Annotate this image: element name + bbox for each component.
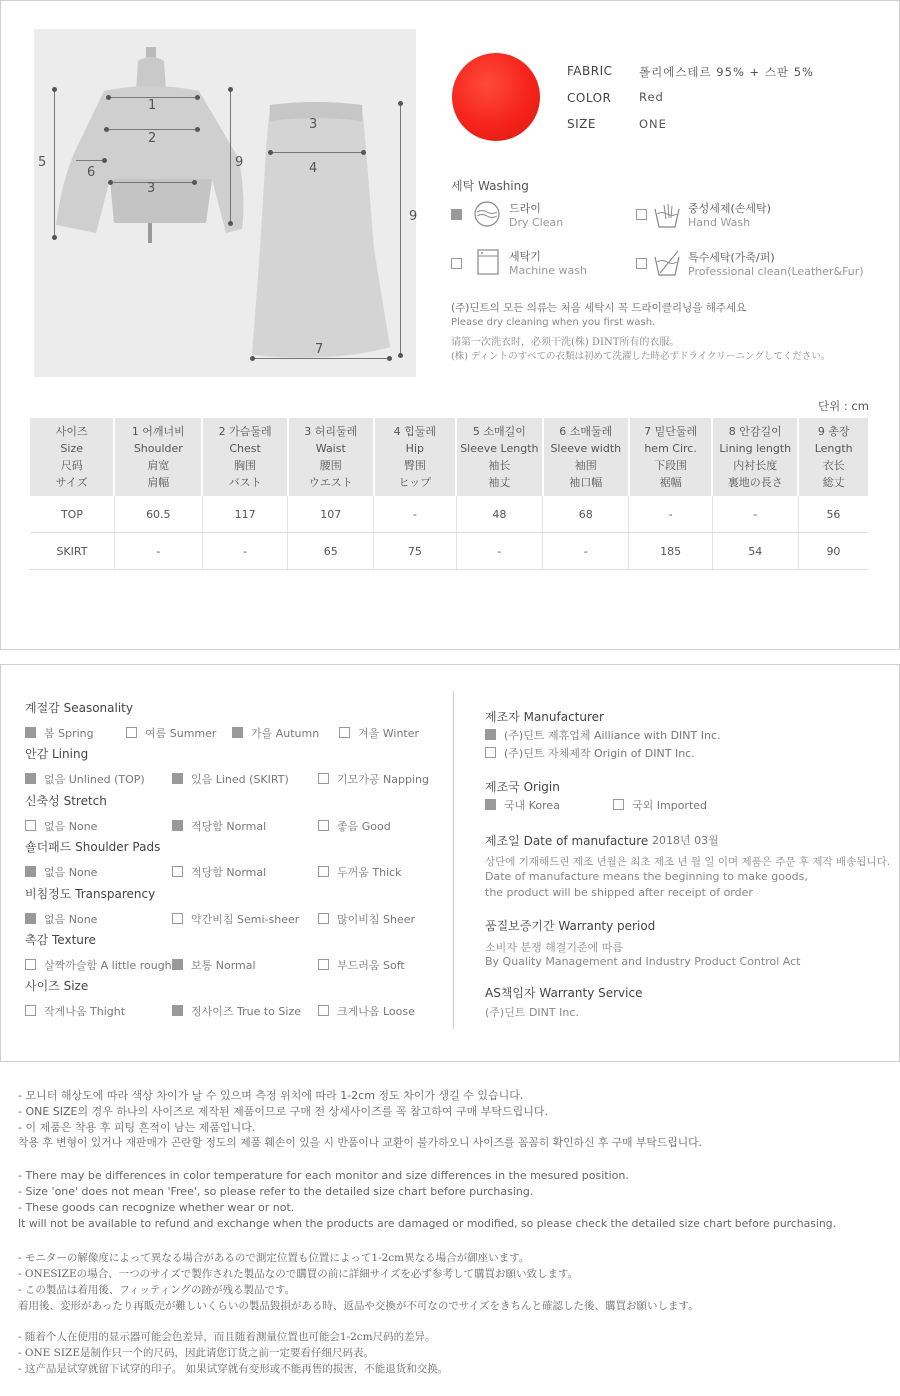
size-header-8: [712, 418, 798, 496]
size-header-line: 肩宽: [147, 459, 170, 472]
size-header-line: 袖丈: [488, 476, 511, 489]
size-cell: 56: [798, 496, 868, 533]
size-cell: -: [712, 496, 798, 533]
footer-note: - ONE SIZE是制作只一个的尺码，因此请您订货之前一定要看仔细尺码表。: [18, 1347, 374, 1359]
attribute-title: 사이즈 Size: [25, 979, 89, 994]
size-header-line: 6 소매둘레: [559, 425, 613, 438]
footer-note: 着用後、変形があったり再販売が難しいくらいの製品毀損がある時、返品や交換が不可なのでサイズをきちんと確認した後、購買お願いします。: [18, 1300, 699, 1312]
attribute-checkbox: [25, 1005, 36, 1016]
size-header-line: 3 허리둘레: [304, 425, 358, 438]
attribute-checkbox: [172, 913, 183, 924]
hem-line: [252, 358, 390, 359]
manufacturer-alliance-checkbox: [485, 729, 496, 740]
size-cell: -: [543, 533, 629, 570]
size-header-line: Shoulder: [133, 442, 183, 455]
label-skirt-hip: 4: [309, 161, 318, 176]
manufacturer-option-alliance: [485, 727, 721, 743]
size-header-line: 裏地の長さ: [727, 476, 783, 489]
footer-note: - 随着个人在使用的显示器可能会色差异，而且随着测量位置也可能会1-2cm尺码的差异。: [18, 1331, 436, 1343]
as-service-title: AS책임자 Warranty Service: [485, 986, 643, 1000]
attribute-option-label: 없음 Unlined (TOP): [44, 773, 145, 787]
table-row: [30, 533, 868, 570]
size-cell: 90: [798, 533, 868, 570]
attribute-checkbox: [318, 913, 329, 924]
footer-note: 착용 후 변형이 있거나 재판매가 곤란할 정도의 제품 훼손이 있을 시 반품이나 교환이 불가하오니 사이즈를 꼼꼼히 확인하신 후 구매 부탁드립니다.: [18, 1136, 702, 1149]
size-header-line: 7 밑단둘레: [644, 425, 698, 438]
professional-clean-label: [688, 251, 864, 279]
attribute-option-label: 없음 None: [44, 912, 98, 926]
sleeve-length-line: [54, 89, 55, 237]
top-length-dot-bottom: [228, 221, 233, 226]
size-header-line: Waist: [315, 442, 346, 455]
origin-imported-label: 국외 Imported: [632, 799, 708, 812]
footer-note: - 이 제품은 착용 후 피팅 흔적이 남는 제품입니다.: [18, 1121, 256, 1134]
attribute-option-label: 많이비침 Sheer: [337, 912, 416, 926]
attribute-option: [25, 864, 97, 880]
footer-note: - ONESIZEの場合、一つのサイズで製作された製品なので購買の前に詳細サイズを必ず参考して購買お願い致します。: [18, 1268, 579, 1280]
attribute-checkbox: [318, 959, 329, 970]
spec-size-value: ONE: [639, 117, 667, 131]
attribute-option: [318, 818, 391, 834]
size-cell: 65: [288, 533, 374, 570]
chest-dot-left: [104, 127, 109, 132]
attribute-option-label: 봄 Spring: [44, 727, 94, 740]
size-cell: 54: [712, 533, 798, 570]
attribute-option: [25, 818, 97, 834]
machine-wash-icon: [474, 247, 502, 277]
manufacture-date-line-3: the product will be shipped after receipt of order: [485, 886, 753, 899]
shoulder-dot-left: [106, 95, 111, 100]
attribute-checkbox: [232, 727, 243, 738]
hand-wash-label: [688, 202, 771, 230]
size-cell: -: [374, 496, 457, 533]
size-header-line: サイズ: [55, 476, 88, 489]
attribute-checkbox: [172, 820, 183, 831]
size-header-line: Sleeve width: [550, 442, 622, 455]
size-header-line: 下段围: [654, 459, 688, 472]
size-header-line: 1 어깨너비: [131, 425, 185, 438]
machine-wash-checkbox: [451, 258, 462, 269]
size-header-line: 臀围: [403, 459, 426, 472]
origin-option-imported: [613, 797, 707, 813]
attribute-option-label: 좋음 Good: [337, 819, 391, 833]
sleeve-dot: [102, 158, 107, 163]
size-header-line: 胸围: [234, 459, 257, 472]
attribute-option: [232, 725, 319, 741]
size-header-6: [543, 418, 629, 496]
professional-clean-checkbox: [636, 258, 647, 269]
attribute-checkbox: [318, 820, 329, 831]
label-skirt-length: 9: [409, 209, 418, 224]
size-header-line: 2 가슴둘레: [218, 425, 272, 438]
manufacturer-title: 제조자 Manufacturer: [485, 710, 604, 724]
size-header-1: [114, 418, 202, 496]
hip-dot-left: [268, 150, 273, 155]
footer-note: - 모니터 해상도에 따라 색상 차이가 날 수 있으며 측정 위치에 따라 1-2cm 정도 차이가 생길 수 있습니다.: [18, 1089, 524, 1102]
size-cell: -: [202, 533, 288, 570]
label-skirt-waist: 3: [309, 117, 318, 132]
size-header-line: 袖长: [488, 459, 511, 472]
size-unit: 단위 : cm: [818, 399, 869, 413]
footer-note: - モニターの解像度によって異なる場合があるので測定位置も位置によって1-2cm異なる場合が御座います。: [18, 1252, 530, 1264]
attribute-option-label: 크게나옴 Loose: [337, 1005, 415, 1019]
footer-note: - 这产品是试穿就留下试穿的印子。 如果试穿就有变形或不能再售的损害，不能退货和交换。: [18, 1363, 449, 1375]
hand-wash-checkbox: [636, 209, 647, 220]
footer-note: - These goods can recognize whether wear or not.: [18, 1201, 295, 1214]
chest-dot-right: [195, 127, 200, 132]
product-details-panel: [0, 664, 900, 1062]
attribute-option: [25, 771, 145, 787]
footer-note: It will not be available to refund and exchange when the products are damaged or modified, so please check the detailed size chart before purchasing.: [18, 1217, 837, 1230]
size-header-line: 裾幅: [659, 476, 682, 489]
waist-dot-left: [108, 180, 113, 185]
attribute-option-label: 겨울 Winter: [358, 727, 420, 740]
attribute-option-label: 없음 None: [44, 866, 98, 880]
column-divider: [453, 691, 454, 1029]
attribute-option-label: 작게나옴 Thight: [44, 1005, 126, 1019]
dry-clean-icon: [472, 200, 502, 228]
professional-clean-icon: [652, 249, 682, 277]
spec-fabric-key: FABRIC: [567, 64, 613, 78]
color-swatch: [452, 53, 540, 141]
attribute-option-label: 있음 Lined (SKIRT): [191, 773, 289, 787]
dry-clean-en: Dry Clean: [509, 216, 564, 229]
attribute-option-label: 가을 Autumn: [251, 727, 320, 740]
attribute-checkbox: [172, 866, 183, 877]
footer-note: - There may be differences in color temperature for each monitor and size differences in the mesured position.: [18, 1169, 629, 1182]
footer-note: - この製品は着用後、フィッティングの跡が残る製品です。: [18, 1284, 296, 1296]
dry-clean-label: [509, 202, 563, 230]
attribute-checkbox: [318, 1005, 329, 1016]
attribute-title: 촉감 Texture: [25, 933, 96, 947]
shoulder-dot-right: [195, 95, 200, 100]
machine-wash-label: [509, 250, 587, 278]
attribute-option-label: 부드러움 Soft: [337, 959, 405, 972]
size-header-line: 9 총장: [817, 425, 850, 438]
size-header-line: 5 소매길이: [472, 425, 526, 438]
attribute-checkbox: [25, 820, 36, 831]
attribute-option: [25, 911, 97, 927]
attribute-option: [172, 911, 299, 927]
washing-title: 세탁 Washing: [451, 179, 529, 193]
attribute-option: [25, 957, 172, 973]
attribute-option: [126, 725, 216, 741]
size-header-line: 袖口幅: [569, 476, 603, 489]
size-cell: 68: [543, 496, 629, 533]
origin-title: 제조국 Origin: [485, 780, 560, 794]
size-header-5: [456, 418, 543, 496]
size-header-line: ヒップ: [398, 476, 432, 489]
size-header-line: 袖围: [574, 459, 597, 472]
attribute-option: [318, 771, 429, 787]
size-cell: 60.5: [114, 496, 202, 533]
warranty-line-2: By Quality Management and Industry Product Control Act: [485, 955, 801, 968]
manufacture-date-line-1: 상단에 기재해드린 제조 년월은 최초 제조 년 월 일 이며 제품은 주문 후 제작 배송됩니다.: [485, 856, 891, 868]
origin-korea-label: 국내 Korea: [504, 799, 560, 812]
hip-dot-right: [361, 150, 366, 155]
size-header-line: 8 안감길이: [728, 425, 782, 438]
size-header-4: [374, 418, 457, 496]
size-cell: 185: [629, 533, 712, 570]
washing-note-ja: (株) ディントのすべての衣類は初めて洗濯した時必ずドライクリーニングしてください。: [451, 351, 831, 362]
spec-fabric-value: 폴리에스테르 95% + 스판 5%: [639, 65, 814, 79]
size-header-line: Length: [814, 442, 853, 455]
attribute-title: 계절감 Seasonality: [25, 701, 133, 715]
label-chest: 2: [148, 131, 157, 146]
attribute-option-label: 두꺼움 Thick: [337, 866, 402, 880]
attribute-option: [172, 864, 266, 880]
attribute-checkbox: [318, 866, 329, 877]
size-header-3: [288, 418, 374, 496]
attribute-option: [25, 1003, 125, 1019]
size-table: [30, 418, 868, 570]
attribute-option-label: 적당함 Normal: [191, 866, 267, 880]
top-length-line: [230, 89, 231, 223]
table-row: [30, 496, 868, 533]
attribute-option: [172, 1003, 301, 1019]
attribute-option: [318, 911, 415, 927]
attribute-option-label: 보통 Normal: [191, 959, 256, 972]
hand-wash-ko: 중성세제(손세탁): [688, 202, 771, 215]
label-sleeve-length: 5: [38, 155, 47, 170]
size-row-label: SKIRT: [30, 533, 114, 570]
sleeve-length-dot-bottom: [52, 235, 57, 240]
origin-imported-checkbox: [613, 799, 624, 810]
attribute-checkbox: [172, 1005, 183, 1016]
machine-wash-en: Machine wash: [509, 264, 587, 277]
size-cell: 75: [374, 533, 457, 570]
attribute-option-label: 살짝까슬함 A little rough: [44, 959, 172, 972]
attribute-checkbox: [25, 773, 36, 784]
manufacture-date-line-2: Date of manufacture means the beginning to make goods,: [485, 870, 808, 883]
label-skirt-hem: 7: [315, 342, 324, 357]
attribute-checkbox: [172, 959, 183, 970]
attribute-option-label: 정사이즈 True to Size: [191, 1005, 301, 1019]
attribute-checkbox: [126, 727, 137, 738]
size-header-line: 4 힙둘레: [393, 425, 437, 438]
attribute-checkbox: [339, 727, 350, 738]
washing-note-zh: 请第一次洗衣时，必须干洗(株) DINT所有的衣服。: [451, 337, 680, 348]
manufacturer-option-origin: [485, 745, 695, 761]
attribute-checkbox: [318, 773, 329, 784]
label-waist: 3: [147, 181, 156, 196]
attribute-option: [318, 864, 402, 880]
attribute-option-label: 없음 None: [44, 819, 98, 833]
size-header-line: Lining length: [719, 442, 792, 455]
hip-line: [270, 152, 364, 153]
attribute-option: [172, 771, 289, 787]
size-cell: 107: [288, 496, 374, 533]
attribute-option-label: 여름 Summer: [145, 727, 217, 740]
manufacturer-alliance-label: (주)딘트 제휴업체 Ailliance with DINT Inc.: [504, 729, 721, 742]
hem-dot-right: [387, 356, 392, 361]
size-header-line: Size: [60, 442, 84, 455]
attribute-option: [25, 725, 94, 741]
warranty-line-1: 소비자 분쟁 해결기준에 따름: [485, 941, 624, 954]
machine-wash-ko: 세탁기: [509, 250, 541, 263]
size-cell: 117: [202, 496, 288, 533]
size-header-line: 腰围: [319, 459, 342, 472]
size-cell: -: [629, 496, 712, 533]
size-header-line: 衣长: [822, 459, 845, 472]
manufacture-date-title: 제조일 Date of manufacture: [485, 834, 649, 848]
label-top-length: 9: [235, 155, 244, 170]
size-header-line: 内衬长度: [733, 459, 778, 472]
chest-line: [106, 129, 198, 130]
spec-color-key: COLOR: [567, 91, 612, 105]
attribute-checkbox: [172, 773, 183, 784]
measurement-figure: [34, 29, 416, 377]
attribute-option: [172, 818, 266, 834]
attribute-checkbox: [25, 727, 36, 738]
professional-clean-ko: 특수세탁(가죽/퍼): [688, 251, 775, 264]
attribute-title: 안감 Lining: [25, 747, 89, 762]
size-header-line: 総丈: [822, 476, 845, 489]
size-cell: -: [456, 533, 543, 570]
professional-clean-en: Professional clean(Leather&Fur): [688, 265, 864, 278]
attribute-option-label: 적당함 Normal: [191, 819, 267, 833]
size-header-line: hem Circ.: [644, 442, 697, 455]
warranty-title: 품질보증기간 Warranty period: [485, 919, 656, 933]
label-shoulder: 1: [148, 98, 157, 113]
size-header-2: [202, 418, 288, 496]
hem-dot-left: [250, 356, 255, 361]
attribute-title: 신축성 Stretch: [25, 793, 107, 808]
size-header-line: ウエスト: [308, 476, 353, 489]
sleeve-length-dot-top: [52, 87, 57, 92]
dry-clean-ko: 드라이: [509, 202, 541, 215]
footer-note: - Size 'one' does not mean 'Free', so please refer to the detailed size chart before purchasing.: [18, 1185, 534, 1198]
attribute-option-label: 약간비침 Semi-sheer: [191, 912, 300, 926]
attribute-title: 비침정도 Transparency: [25, 886, 156, 901]
spec-size-key: SIZE: [567, 117, 596, 131]
attribute-option: [172, 957, 256, 973]
hand-wash-en: Hand Wash: [688, 216, 751, 229]
skirt-length-dot-bottom: [398, 353, 403, 358]
garment-illustration: [34, 29, 416, 377]
size-header-9: [798, 418, 868, 496]
size-header-line: 尺码: [60, 459, 83, 472]
origin-option-korea: [485, 797, 560, 813]
washing-note-ko: (주)딘트의 모든 의류는 처음 세탁시 꼭 드라이클리닝을 해주세요: [451, 302, 747, 314]
attribute-option-label: 기모가공 Napping: [337, 773, 429, 787]
attribute-checkbox: [25, 866, 36, 877]
size-row-label: TOP: [30, 496, 114, 533]
washing-note-en: Please dry cleaning when you first wash.: [451, 317, 656, 328]
top-length-dot-top: [228, 87, 233, 92]
attribute-option: [318, 957, 405, 973]
attribute-title: 숄더패드 Shoulder Pads: [25, 840, 161, 855]
skirt-length-dot-top: [398, 101, 403, 106]
as-service-line-1: (주)딘트 DINT Inc.: [485, 1006, 579, 1019]
hand-wash-icon: [652, 201, 682, 229]
spec-color-value: Red: [639, 90, 664, 104]
manufacturer-origin-checkbox: [485, 747, 496, 758]
size-header-0: [30, 418, 114, 496]
label-sleeve-width: 6: [87, 165, 96, 180]
attribute-option: [339, 725, 419, 741]
size-cell: -: [114, 533, 202, 570]
size-header-line: 사이즈: [55, 425, 88, 438]
skirt-length-line: [400, 103, 401, 355]
manufacture-date-value: 2018년 03월: [652, 834, 719, 847]
size-header-line: Sleeve Length: [460, 442, 539, 455]
size-header-line: Hip: [405, 442, 424, 455]
product-info-panel: [0, 0, 900, 650]
size-header-7: [629, 418, 712, 496]
size-header-line: バスト: [228, 476, 262, 489]
manufacturer-origin-label: (주)딘트 자체제작 Origin of DINT Inc.: [504, 747, 695, 760]
dry-clean-checkbox: [451, 209, 462, 220]
attribute-option: [318, 1003, 415, 1019]
attribute-checkbox: [25, 913, 36, 924]
waist-dot-right: [192, 180, 197, 185]
size-cell: 48: [456, 496, 543, 533]
origin-korea-checkbox: [485, 799, 496, 810]
attribute-checkbox: [25, 959, 36, 970]
size-header-line: Chest: [229, 442, 261, 455]
size-header-line: 肩幅: [147, 476, 170, 489]
footer-note: - ONE SIZE의 경우 하나의 사이즈로 제작된 제품이므로 구매 전 상세사이즈를 꼭 참고하여 구매 부탁드립니다.: [18, 1105, 549, 1118]
sleeve-width-line: [76, 160, 104, 161]
